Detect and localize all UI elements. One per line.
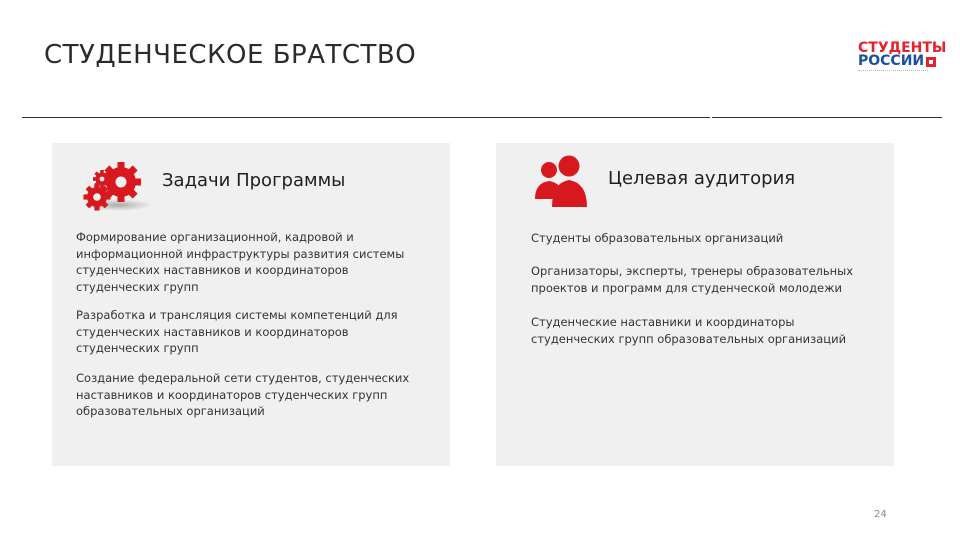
flag-icon — [926, 57, 936, 67]
tasks-panel — [52, 143, 450, 466]
audience-panel — [496, 143, 894, 466]
logo-tagline-decoration — [858, 70, 928, 74]
logo — [858, 40, 947, 74]
tasks-item-2: Разработка и трансляция системы компетенций для студенческих наставников и координаторов студенческих групп — [76, 308, 398, 355]
audience-item-1: Студенты образовательных организаций — [531, 231, 784, 245]
audience-item-3: Студенческие наставники и координаторы студенческих групп образовательных организаций — [531, 315, 847, 346]
audience-heading: Целевая аудитория — [608, 168, 796, 189]
tasks-heading: Задачи Программы — [162, 170, 346, 191]
page-number: 24 — [874, 509, 887, 520]
divider-left — [22, 117, 710, 118]
logo-line2: РОССИИ — [858, 53, 925, 69]
divider-right — [712, 117, 942, 118]
users-icon — [532, 153, 594, 211]
slide-title: СТУДЕНЧЕСКОЕ БРАТСТВО — [44, 40, 417, 70]
tasks-item-1: Формирование организационной, кадровой и информационной инфраструктуры развития системы студенческих наставников и координаторов студенческих групп — [76, 230, 405, 294]
audience-item-2: Организаторы, эксперты, тренеры образовательных проектов и программ для студенческой молодежи — [531, 264, 854, 295]
gears-icon — [74, 155, 156, 219]
logo-line1: СТУДЕНТЫ — [858, 40, 947, 56]
tasks-item-3: Создание федеральной сети студентов, студенческих наставников и координаторов студенческих групп образовательных организаций — [76, 371, 410, 418]
